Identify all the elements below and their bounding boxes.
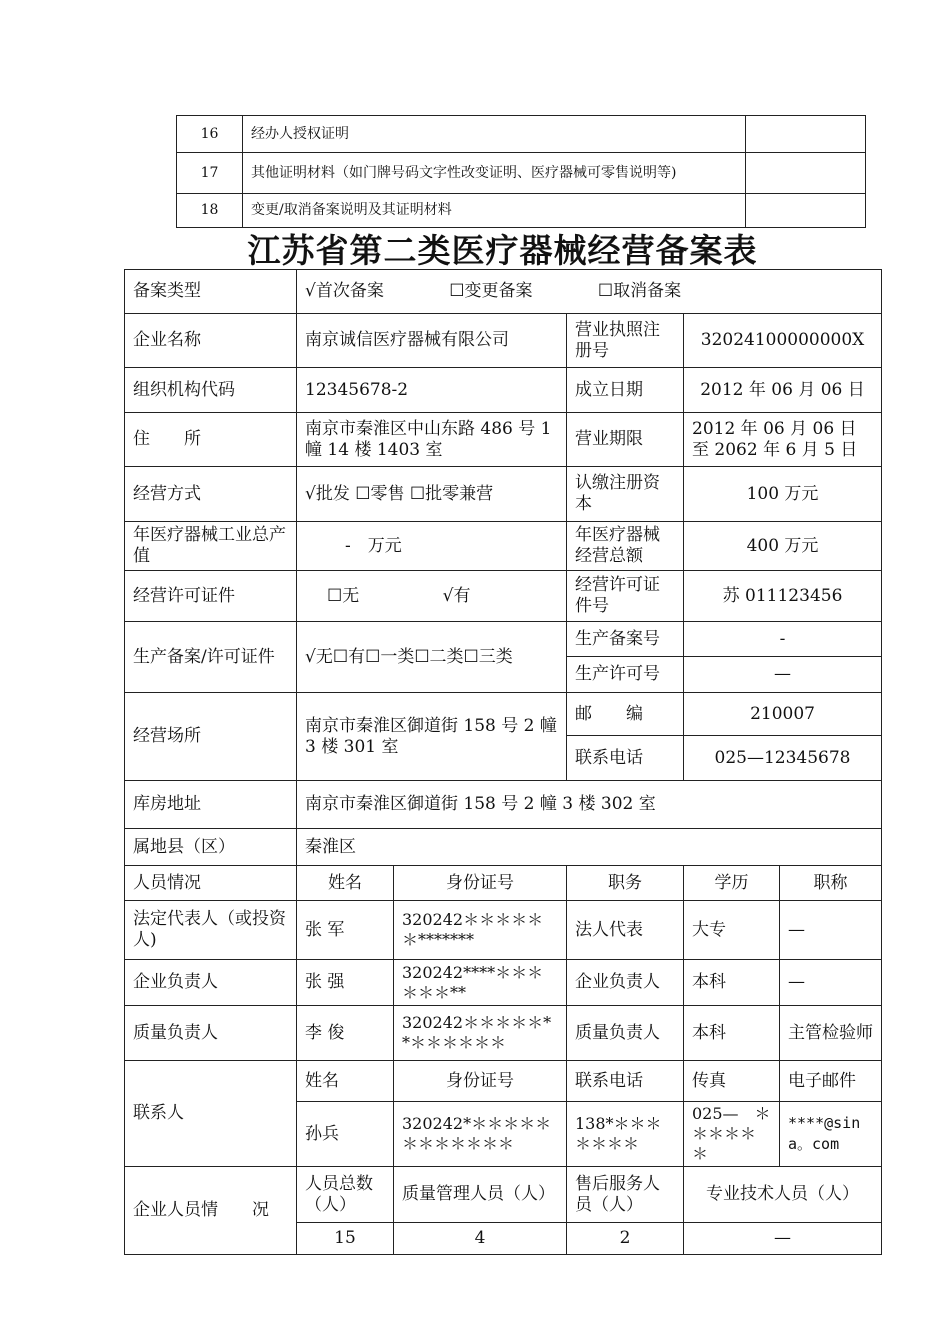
license-reg-label: 营业执照注册号 <box>567 314 684 368</box>
filing-type-options <box>297 270 882 314</box>
person-id: 320242****＊＊＊＊＊＊** <box>394 960 567 1006</box>
staff-quality-value: 4 <box>394 1223 567 1255</box>
filing-form-table <box>124 269 882 1255</box>
person-position: 质量负责人 <box>567 1006 684 1061</box>
contact-header-phone: 联系电话 <box>567 1061 684 1102</box>
contact-fax: 025— ＊＊＊＊＊＊ <box>684 1102 780 1167</box>
col-header-name: 姓名 <box>297 866 394 901</box>
warehouse-row <box>125 781 882 829</box>
attachment-row <box>177 194 866 228</box>
person-education: 本科 <box>684 1006 780 1061</box>
contact-header-email: 电子邮件 <box>780 1061 882 1102</box>
org-code-value: 12345678-2 <box>297 368 567 413</box>
phone-label: 联系电话 <box>567 736 684 781</box>
permit-yes-option[interactable]: √有 <box>442 585 471 606</box>
address-row <box>125 413 882 467</box>
person-title: 主管检验师 <box>780 1006 882 1061</box>
person-name: 张 军 <box>297 901 394 960</box>
person-role: 企业负责人 <box>125 960 297 1006</box>
license-reg-value: 32024100000000X <box>684 314 882 368</box>
staff-label: 企业人员情 况 <box>125 1167 297 1255</box>
prod-filing-value: - <box>684 622 882 657</box>
site-value: 南京市秦淮区御道街 158 号 2 幢 3 楼 301 室 <box>297 693 567 781</box>
term-label: 营业期限 <box>567 413 684 467</box>
contact-id: 320242*＊＊＊＊＊＊＊＊＊＊＊＊ <box>394 1102 567 1167</box>
county-value: 秦淮区 <box>297 829 882 866</box>
contact-header-id: 身份证号 <box>394 1061 567 1102</box>
phone-value: 025—12345678 <box>684 736 882 781</box>
attachment-row <box>177 116 866 153</box>
warehouse-value: 南京市秦淮区御道街 158 号 2 幢 3 楼 302 室 <box>297 781 882 829</box>
attachment-row <box>177 153 866 194</box>
permit-no-label: 经营许可证件号 <box>567 571 684 622</box>
filing-type-row <box>125 270 882 314</box>
biz-mode-label: 经营方式 <box>125 467 297 522</box>
address-value: 南京市秦淮区中山东路 486 号 1 幢 14 楼 1403 室 <box>297 413 567 467</box>
col-header-title: 职称 <box>780 866 882 901</box>
sales-value: 400 万元 <box>684 522 882 571</box>
permit-none-option[interactable]: ☐无 <box>327 585 360 606</box>
address-label: 住 所 <box>125 413 297 467</box>
term-value: 2012 年 06 月 06 日至 2062 年 6 月 5 日 <box>684 413 882 467</box>
personnel-row <box>125 1006 882 1061</box>
person-role: 质量负责人 <box>125 1006 297 1061</box>
company-name-value: 南京诚信医疗器械有限公司 <box>297 314 567 368</box>
personnel-header-row <box>125 866 882 901</box>
founded-value: 2012 年 06 月 06 日 <box>684 368 882 413</box>
row-number: 16 <box>177 116 243 153</box>
output-label: 年医疗器械工业总产值 <box>125 522 297 571</box>
prod-filing-row <box>125 622 882 657</box>
county-label: 属地县（区） <box>125 829 297 866</box>
company-name-label: 企业名称 <box>125 314 297 368</box>
personnel-section-label: 人员情况 <box>125 866 297 901</box>
warehouse-label: 库房地址 <box>125 781 297 829</box>
person-position: 企业负责人 <box>567 960 684 1006</box>
row-text: 经办人授权证明 <box>243 116 746 153</box>
person-position: 法人代表 <box>567 901 684 960</box>
row-number: 18 <box>177 194 243 228</box>
staff-header-quality: 质量管理人员（人） <box>394 1167 567 1223</box>
permit-no-value: 苏 011123456 <box>684 571 882 622</box>
contact-phone: 138*＊＊＊＊＊＊＊ <box>567 1102 684 1167</box>
person-title: — <box>780 960 882 1006</box>
staff-header-service: 售后服务人员（人） <box>567 1167 684 1223</box>
personnel-row <box>125 960 882 1006</box>
person-education: 大专 <box>684 901 780 960</box>
prod-value: √无☐有☐一类☐二类☐三类 <box>297 622 567 693</box>
document-title: 江苏省第二类医疗器械经营备案表 <box>247 231 758 270</box>
person-role: 法定代表人（或投资人) <box>125 901 297 960</box>
contact-name: 孙兵 <box>297 1102 394 1167</box>
row-value <box>746 116 866 153</box>
attachment-list-table <box>176 115 866 228</box>
founded-label: 成立日期 <box>567 368 684 413</box>
row-number: 17 <box>177 153 243 194</box>
row-value <box>746 153 866 194</box>
staff-total-value: 15 <box>297 1223 394 1255</box>
personnel-row <box>125 901 882 960</box>
person-id: 320242＊＊＊＊＊＊******* <box>394 901 567 960</box>
permit-row <box>125 571 882 622</box>
company-row <box>125 314 882 368</box>
capital-label: 认缴注册资本 <box>567 467 684 522</box>
contact-label: 联系人 <box>125 1061 297 1167</box>
staff-header-technical: 专业技术人员（人） <box>684 1167 882 1223</box>
filing-type-cancel[interactable]: ☐取消备案 <box>597 281 682 301</box>
site-label: 经营场所 <box>125 693 297 781</box>
filing-type-change[interactable]: ☐变更备案 <box>449 281 533 301</box>
row-value <box>746 194 866 228</box>
person-name: 张 强 <box>297 960 394 1006</box>
contact-header-row <box>125 1061 882 1102</box>
col-header-education: 学历 <box>684 866 780 901</box>
row-text: 其他证明材料（如门牌号码文字性改变证明、医疗器械可零售说明等) <box>243 153 746 194</box>
staff-header-total: 人员总数（人） <box>297 1167 394 1223</box>
contact-header-fax: 传真 <box>684 1061 780 1102</box>
output-value: - 万元 <box>297 522 567 571</box>
staff-header-row <box>125 1167 882 1223</box>
capital-value: 100 万元 <box>684 467 882 522</box>
permit-options <box>297 571 567 622</box>
filing-type-first[interactable]: √首次备案 <box>305 281 384 301</box>
filing-type-label: 备案类型 <box>125 270 297 314</box>
person-name: 李 俊 <box>297 1006 394 1061</box>
prod-label: 生产备案/许可证件 <box>125 622 297 693</box>
biz-mode-value: √批发 ☐零售 ☐批零兼营 <box>297 467 567 522</box>
contact-header-name: 姓名 <box>297 1061 394 1102</box>
biz-mode-row <box>125 467 882 522</box>
output-row <box>125 522 882 571</box>
postcode-value: 210007 <box>684 693 882 736</box>
person-title: — <box>780 901 882 960</box>
staff-technical-value: — <box>684 1223 882 1255</box>
prod-permit-value: — <box>684 657 882 693</box>
person-education: 本科 <box>684 960 780 1006</box>
contact-email: ****@sina。com <box>780 1102 882 1167</box>
county-row <box>125 829 882 866</box>
org-code-row <box>125 368 882 413</box>
sales-label: 年医疗器械经营总额 <box>567 522 684 571</box>
site-row <box>125 693 882 736</box>
prod-permit-label: 生产许可号 <box>567 657 684 693</box>
postcode-label: 邮 编 <box>567 693 684 736</box>
staff-service-value: 2 <box>567 1223 684 1255</box>
col-header-id: 身份证号 <box>394 866 567 901</box>
person-id: 320242＊＊＊＊＊**＊＊＊＊＊＊ <box>394 1006 567 1061</box>
col-header-position: 职务 <box>567 866 684 901</box>
permit-label: 经营许可证件 <box>125 571 297 622</box>
row-text: 变更/取消备案说明及其证明材料 <box>243 194 746 228</box>
org-code-label: 组织机构代码 <box>125 368 297 413</box>
prod-filing-label: 生产备案号 <box>567 622 684 657</box>
